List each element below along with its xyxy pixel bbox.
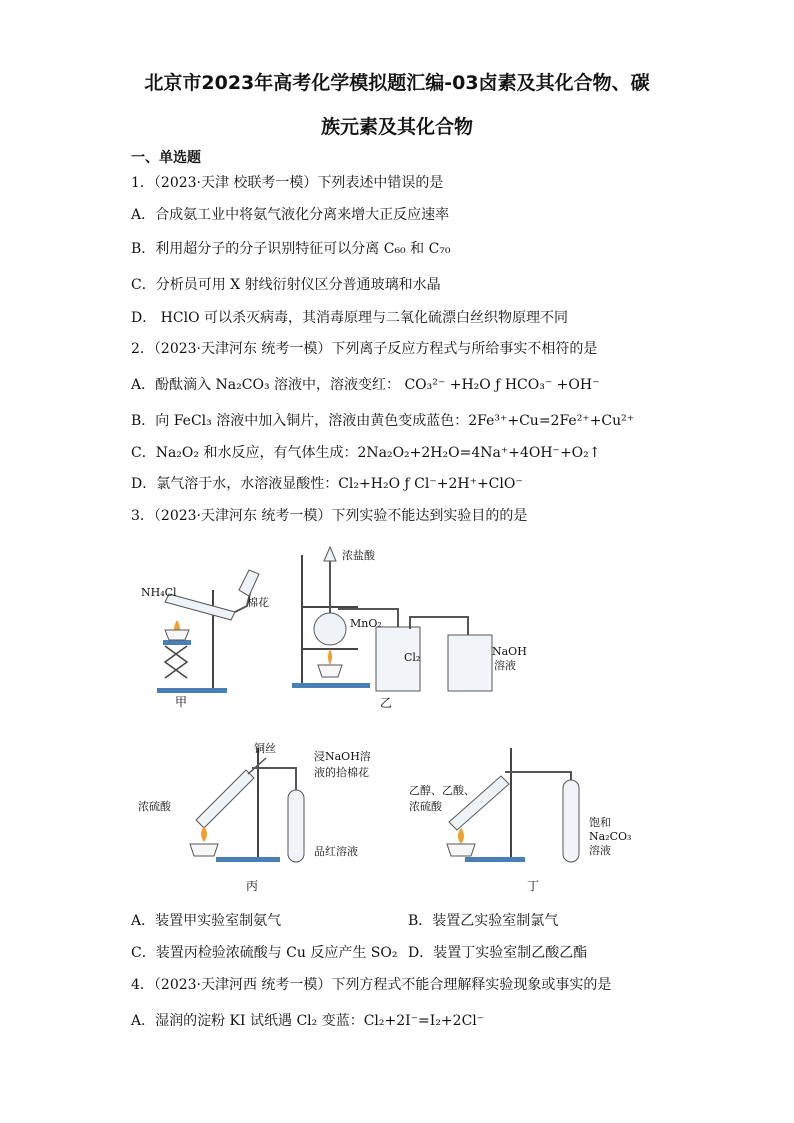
- flask: [314, 613, 346, 645]
- q3-option-a: A．装置甲实验室制氨气: [131, 913, 282, 929]
- label-cotton: 棉花: [247, 596, 269, 609]
- doc-title-line1: 北京市2023年高考化学模拟题汇编-03卤素及其化合物、碳: [144, 72, 650, 94]
- label-cu-wire: 铜丝: [254, 742, 276, 755]
- caption-ding: 丁: [527, 879, 540, 893]
- receiving-tube: [288, 790, 304, 862]
- label-soln: 溶液: [494, 659, 516, 672]
- q2-option-b: B．向 FeCl₃ 溶液中加入铜片，溶液由黄色变成蓝色：2Fe³⁺+Cu=2Fe²⁺+Cu²⁺: [131, 413, 635, 429]
- label-pinhong: 品红溶液: [314, 845, 358, 858]
- q1-option-c: C．分析员可用 X 射线衍射仪区分普通玻璃和水晶: [131, 277, 441, 293]
- q2-option-d: D．氯气溶于水，水溶液显酸性：Cl₂+H₂O ƒ Cl⁻+2H⁺+ClO⁻: [131, 476, 523, 492]
- stand-base: [465, 857, 525, 862]
- q3-stem: 3．（2023·天津河东 统考一模）下列实验不能达到实验目的的是: [131, 508, 528, 524]
- label-nh4cl: NH₄Cl: [141, 586, 177, 599]
- q2-option-c: C．Na₂O₂ 和水反应，有气体生成：2Na₂O₂+2H₂O=4Na⁺+4OH⁻+O₂↑: [131, 445, 601, 461]
- q1-stem: 1．（2023·天津 校联考一模）下列表述中错误的是: [131, 175, 444, 191]
- apparatus-ding-figure: [405, 740, 655, 895]
- label-reagents-2: 浓硫酸: [409, 800, 442, 813]
- label-naoh-cotton-2: 液的拾棉花: [314, 766, 369, 779]
- q3-option-b: B．装置乙实验室制氯气: [408, 913, 559, 929]
- q1-option-b: B．利用超分子的分子识别特征可以分离 C₆₀ 和 C₇₀: [131, 241, 451, 257]
- label-mno2: MnO₂: [350, 617, 382, 630]
- alcohol-lamp: [190, 844, 218, 856]
- flame-icon: [201, 826, 207, 842]
- label-naoh: NaOH: [492, 645, 527, 658]
- q3-option-c: C．装置丙检验浓硫酸与 Cu 反应产生 SO₂: [131, 945, 398, 961]
- label-h2so4: 浓硫酸: [138, 800, 171, 813]
- alcohol-lamp: [165, 630, 189, 640]
- stand-base: [292, 683, 370, 688]
- label-cl2: Cl₂: [404, 651, 421, 664]
- label-saturated: 饱和: [589, 816, 611, 829]
- apparatus-jia-figure: [135, 560, 280, 710]
- doc-title-line2: 族元素及其化合物: [320, 116, 473, 138]
- label-reagents-1: 乙醇、乙酸、: [409, 784, 475, 797]
- label-naoh-cotton-1: 浸NaOH溶: [314, 750, 371, 763]
- collection-tube: [239, 570, 259, 596]
- q1-option-a: A．合成氨工业中将氨气液化分离来增大正反应速率: [131, 207, 450, 223]
- stand-base: [157, 688, 227, 693]
- q1-option-d: D． HClO 可以杀灭病毒，其消毒原理与二氧化硫漂白丝织物原理不同: [131, 310, 568, 326]
- beaker: [448, 635, 492, 691]
- q3-option-d: D．装置丁实验室制乙酸乙酯: [408, 945, 588, 961]
- jack-platform: [163, 640, 191, 645]
- caption-yi: 乙: [380, 696, 393, 710]
- apparatus-bing-figure: [136, 740, 396, 895]
- flame-icon: [328, 649, 332, 665]
- caption-jia: 甲: [175, 695, 188, 709]
- receiving-tube: [563, 780, 579, 862]
- stand-base: [216, 857, 280, 862]
- lab-jack: [165, 646, 187, 678]
- label-hcl: 浓盐酸: [342, 549, 375, 562]
- q4-stem: 4．（2023·天津河西 统考一模）下列方程式不能合理解释实验现象或事实的是: [131, 977, 612, 993]
- delivery-tube: [505, 772, 571, 836]
- section-heading: 一、单选题: [131, 150, 201, 166]
- funnel: [324, 547, 336, 561]
- test-tube: [196, 770, 254, 828]
- label-ding-soln: 溶液: [589, 844, 611, 857]
- caption-bing: 丙: [246, 879, 259, 893]
- alcohol-lamp: [318, 665, 342, 677]
- q2-stem: 2．（2023·天津河东 统考一模）下列离子反应方程式与所给事实不相符的是: [131, 341, 598, 357]
- q2-option-a: A．酚酞滴入 Na₂CO₃ 溶液中，溶液变红： CO₃²⁻ +H₂O ƒ HCO₃⁻ +OH⁻: [131, 377, 600, 393]
- label-na2co3: Na₂CO₃: [589, 830, 632, 843]
- alcohol-lamp: [447, 844, 475, 856]
- q4-option-a: A．湿润的淀粉 KI 试纸遇 Cl₂ 变蓝：Cl₂+2I⁻=I₂+2Cl⁻: [131, 1013, 485, 1029]
- flame-icon: [458, 828, 464, 844]
- apparatus-yi-figure: [288, 545, 538, 713]
